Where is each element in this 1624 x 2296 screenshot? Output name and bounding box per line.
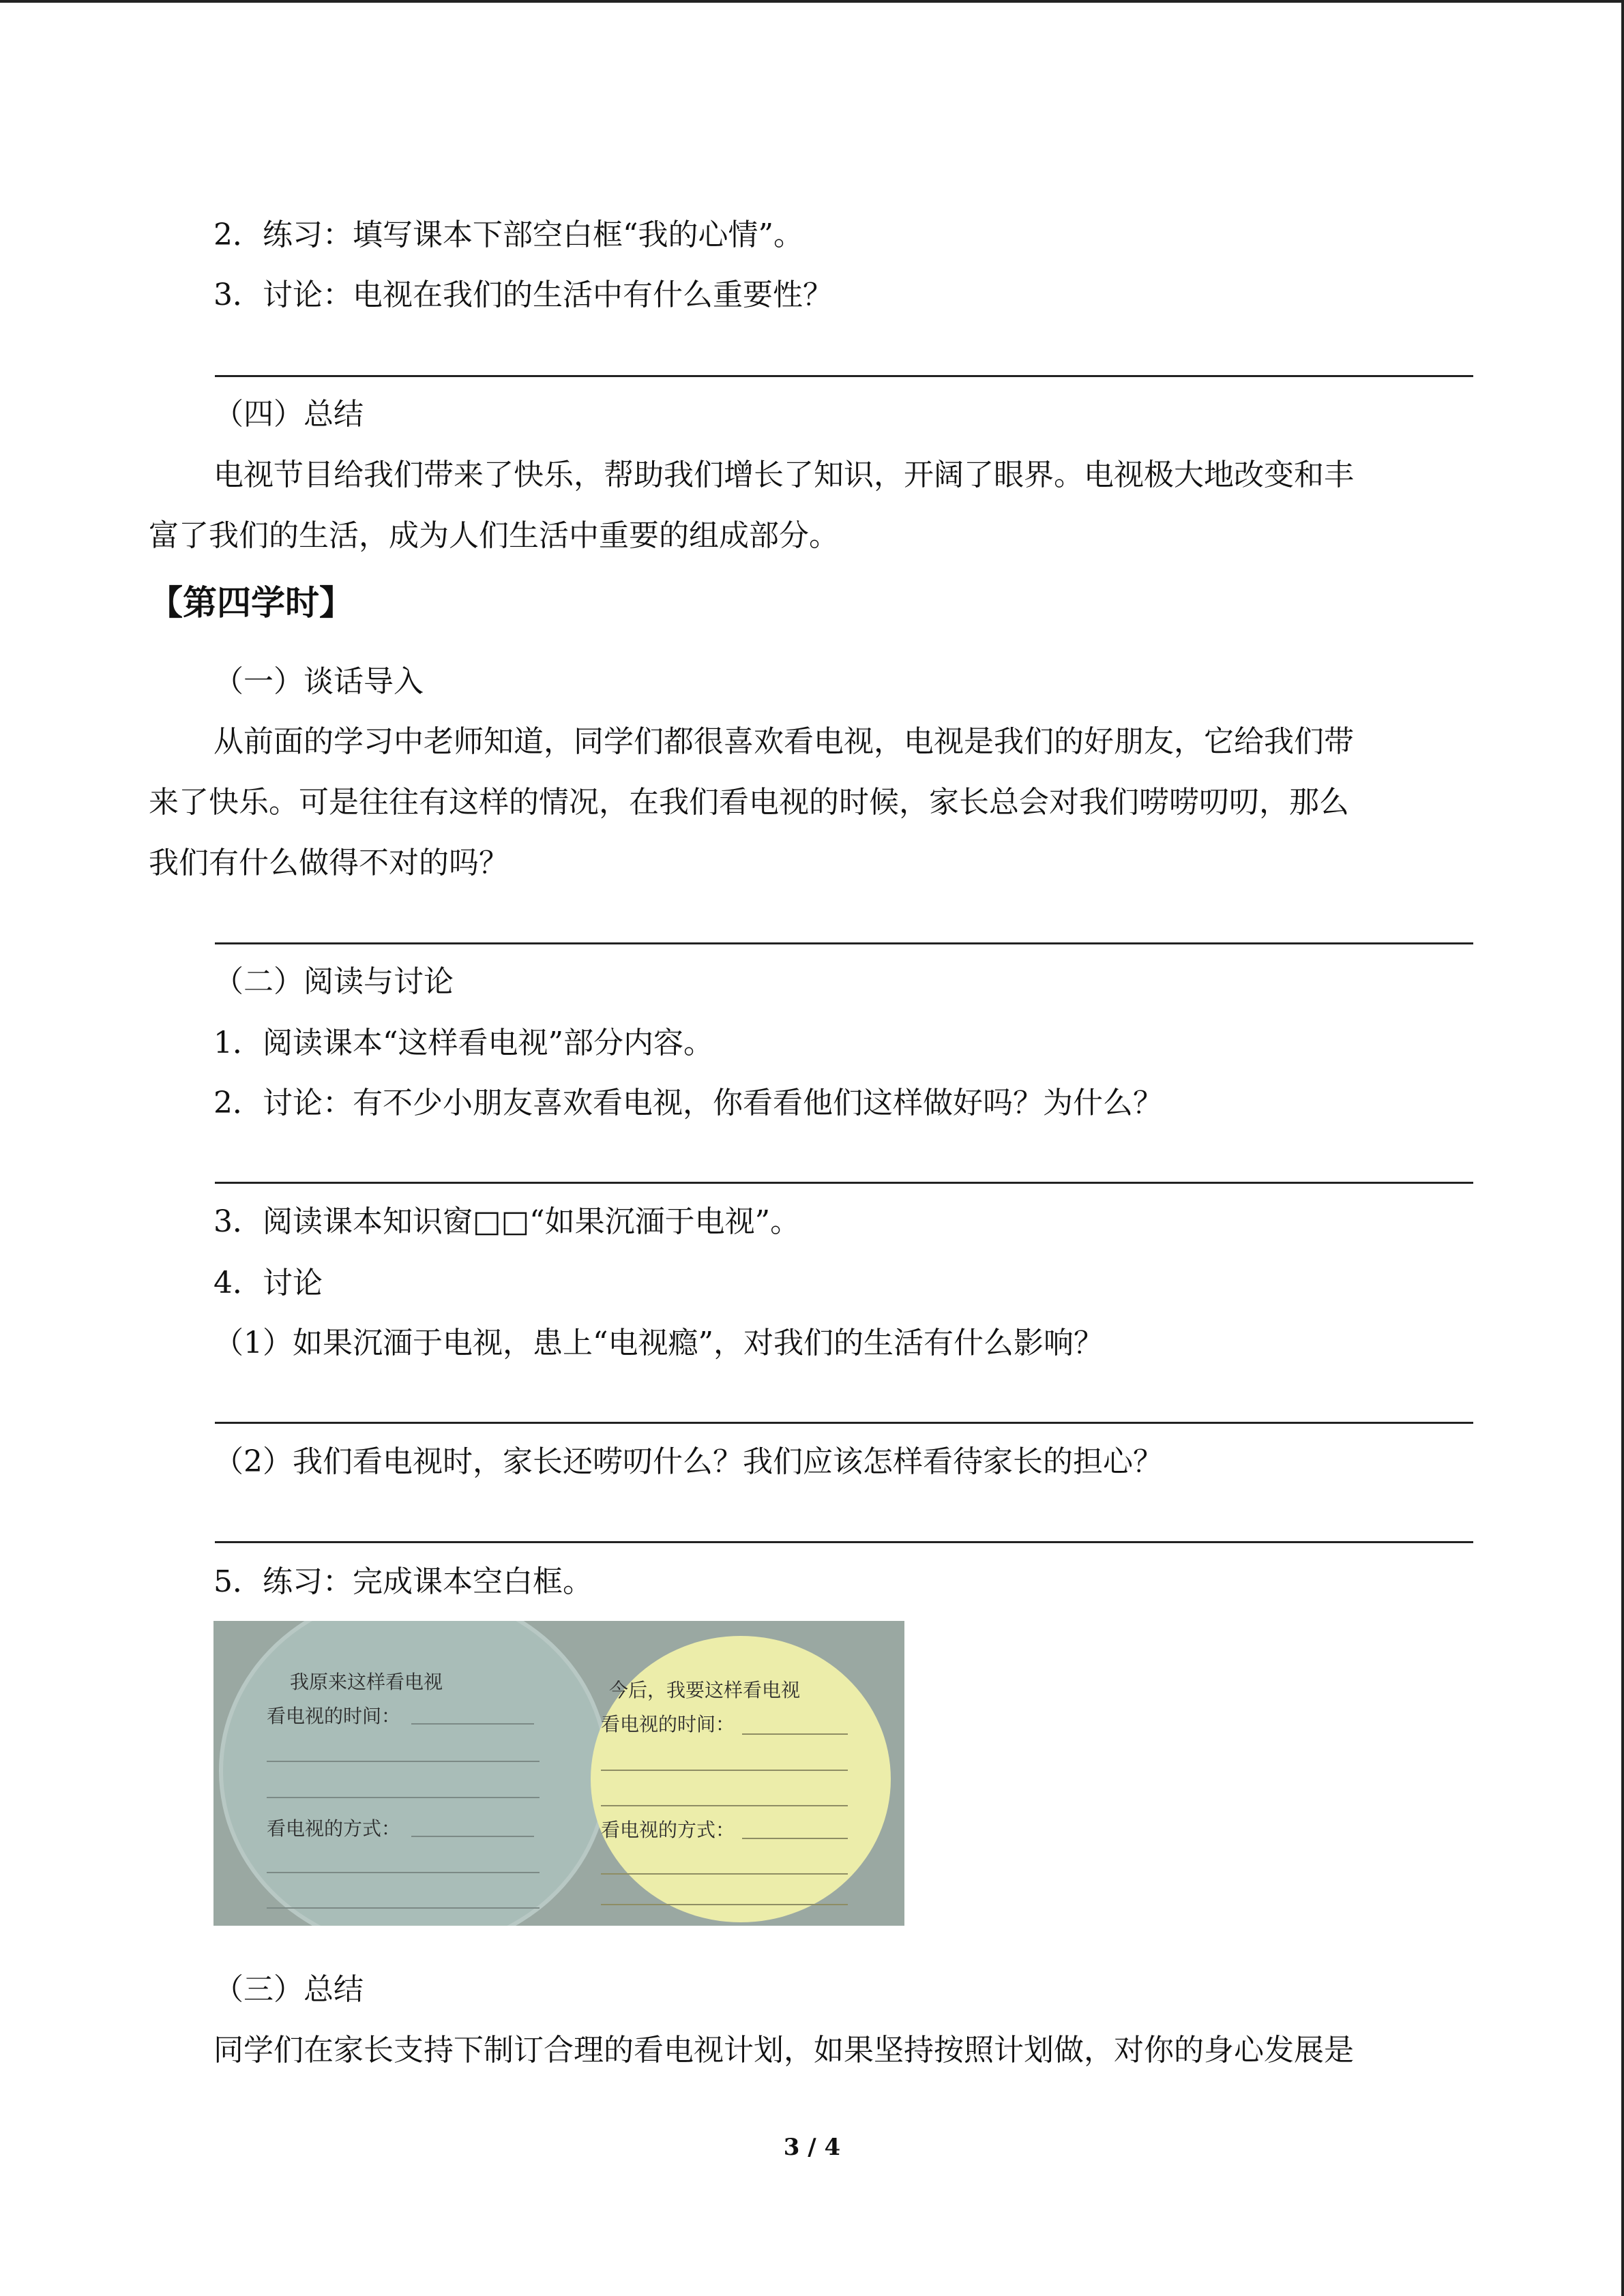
text-line: 2．讨论：有不少小朋友喜欢看电视，你看看他们这样做好吗？为什么？ bbox=[213, 1086, 1163, 1120]
right-box-title: 今后，我要这样看电视 bbox=[609, 1679, 801, 1701]
answer-line bbox=[601, 1805, 848, 1806]
section-heading: （四）总结 bbox=[213, 397, 364, 432]
answer-line bbox=[601, 1904, 848, 1905]
text-line: 我们有什么做得不对的吗？ bbox=[149, 846, 509, 880]
text-line: 4．讨论 bbox=[213, 1266, 323, 1300]
text-line: 3．阅读课本知识窗□□“如果沉湎于电视”。 bbox=[213, 1204, 801, 1239]
right-time-label: 看电视的时间： bbox=[601, 1713, 735, 1735]
text-line: 1．阅读课本“这样看电视”部分内容。 bbox=[213, 1026, 713, 1060]
answer-rule bbox=[215, 1422, 1473, 1424]
page-border-right bbox=[1621, 0, 1624, 2296]
left-way-label: 看电视的方式： bbox=[267, 1817, 401, 1840]
lesson-heading: 【第四学时】 bbox=[149, 583, 353, 623]
answer-line bbox=[742, 1838, 848, 1839]
answer-rule bbox=[215, 1182, 1473, 1184]
answer-rule bbox=[215, 1541, 1473, 1543]
text-line: 同学们在家长支持下制订合理的看电视计划，如果坚持按照计划做，对你的身心发展是 bbox=[213, 2033, 1354, 2068]
text-line: 来了快乐。可是往往有这样的情况，在我们看电视的时候，家长总会对我们唠唠叨叨，那么 bbox=[149, 785, 1349, 820]
text-line: （2）我们看电视时，家长还唠叨什么？我们应该怎样看待家长的担心？ bbox=[213, 1444, 1163, 1479]
answer-rule bbox=[215, 375, 1473, 377]
text-line: 2．练习：填写课本下部空白框“我的心情”。 bbox=[213, 218, 803, 252]
answer-line bbox=[411, 1836, 534, 1837]
page-border-top bbox=[0, 0, 1624, 3]
section-heading: （一）谈话导入 bbox=[213, 664, 424, 699]
left-time-label: 看电视的时间： bbox=[267, 1705, 401, 1727]
answer-line bbox=[267, 1797, 540, 1798]
text-line: 富了我们的生活，成为人们生活中重要的组成部分。 bbox=[149, 518, 839, 553]
textbook-blank-box-image bbox=[213, 1621, 904, 1926]
answer-line bbox=[411, 1723, 534, 1725]
text-line: （1）如果沉湎于电视，患上“电视瘾”，对我们的生活有什么影响？ bbox=[213, 1326, 1104, 1360]
text-line: 电视节目给我们带来了快乐，帮助我们增长了知识，开阔了眼界。电视极大地改变和丰 bbox=[213, 458, 1354, 492]
answer-line bbox=[267, 1761, 540, 1762]
answer-line bbox=[601, 1873, 848, 1875]
answer-line bbox=[267, 1872, 540, 1873]
right-way-label: 看电视的方式： bbox=[601, 1819, 735, 1841]
section-heading: （三）总结 bbox=[213, 1972, 364, 2007]
answer-line bbox=[742, 1733, 848, 1735]
section-heading: （二）阅读与讨论 bbox=[213, 964, 454, 999]
answer-line bbox=[601, 1770, 848, 1771]
text-line: 3．讨论：电视在我们的生活中有什么重要性？ bbox=[213, 278, 833, 312]
page-number: 3 / 4 bbox=[783, 2134, 841, 2161]
answer-line bbox=[267, 1907, 540, 1909]
left-box-title: 我原来这样看电视 bbox=[290, 1671, 443, 1693]
text-line: 从前面的学习中老师知道，同学们都很喜欢看电视，电视是我们的好朋友，它给我们带 bbox=[213, 724, 1354, 759]
text-line: 5．练习：完成课本空白框。 bbox=[213, 1564, 593, 1599]
answer-rule bbox=[215, 942, 1473, 944]
